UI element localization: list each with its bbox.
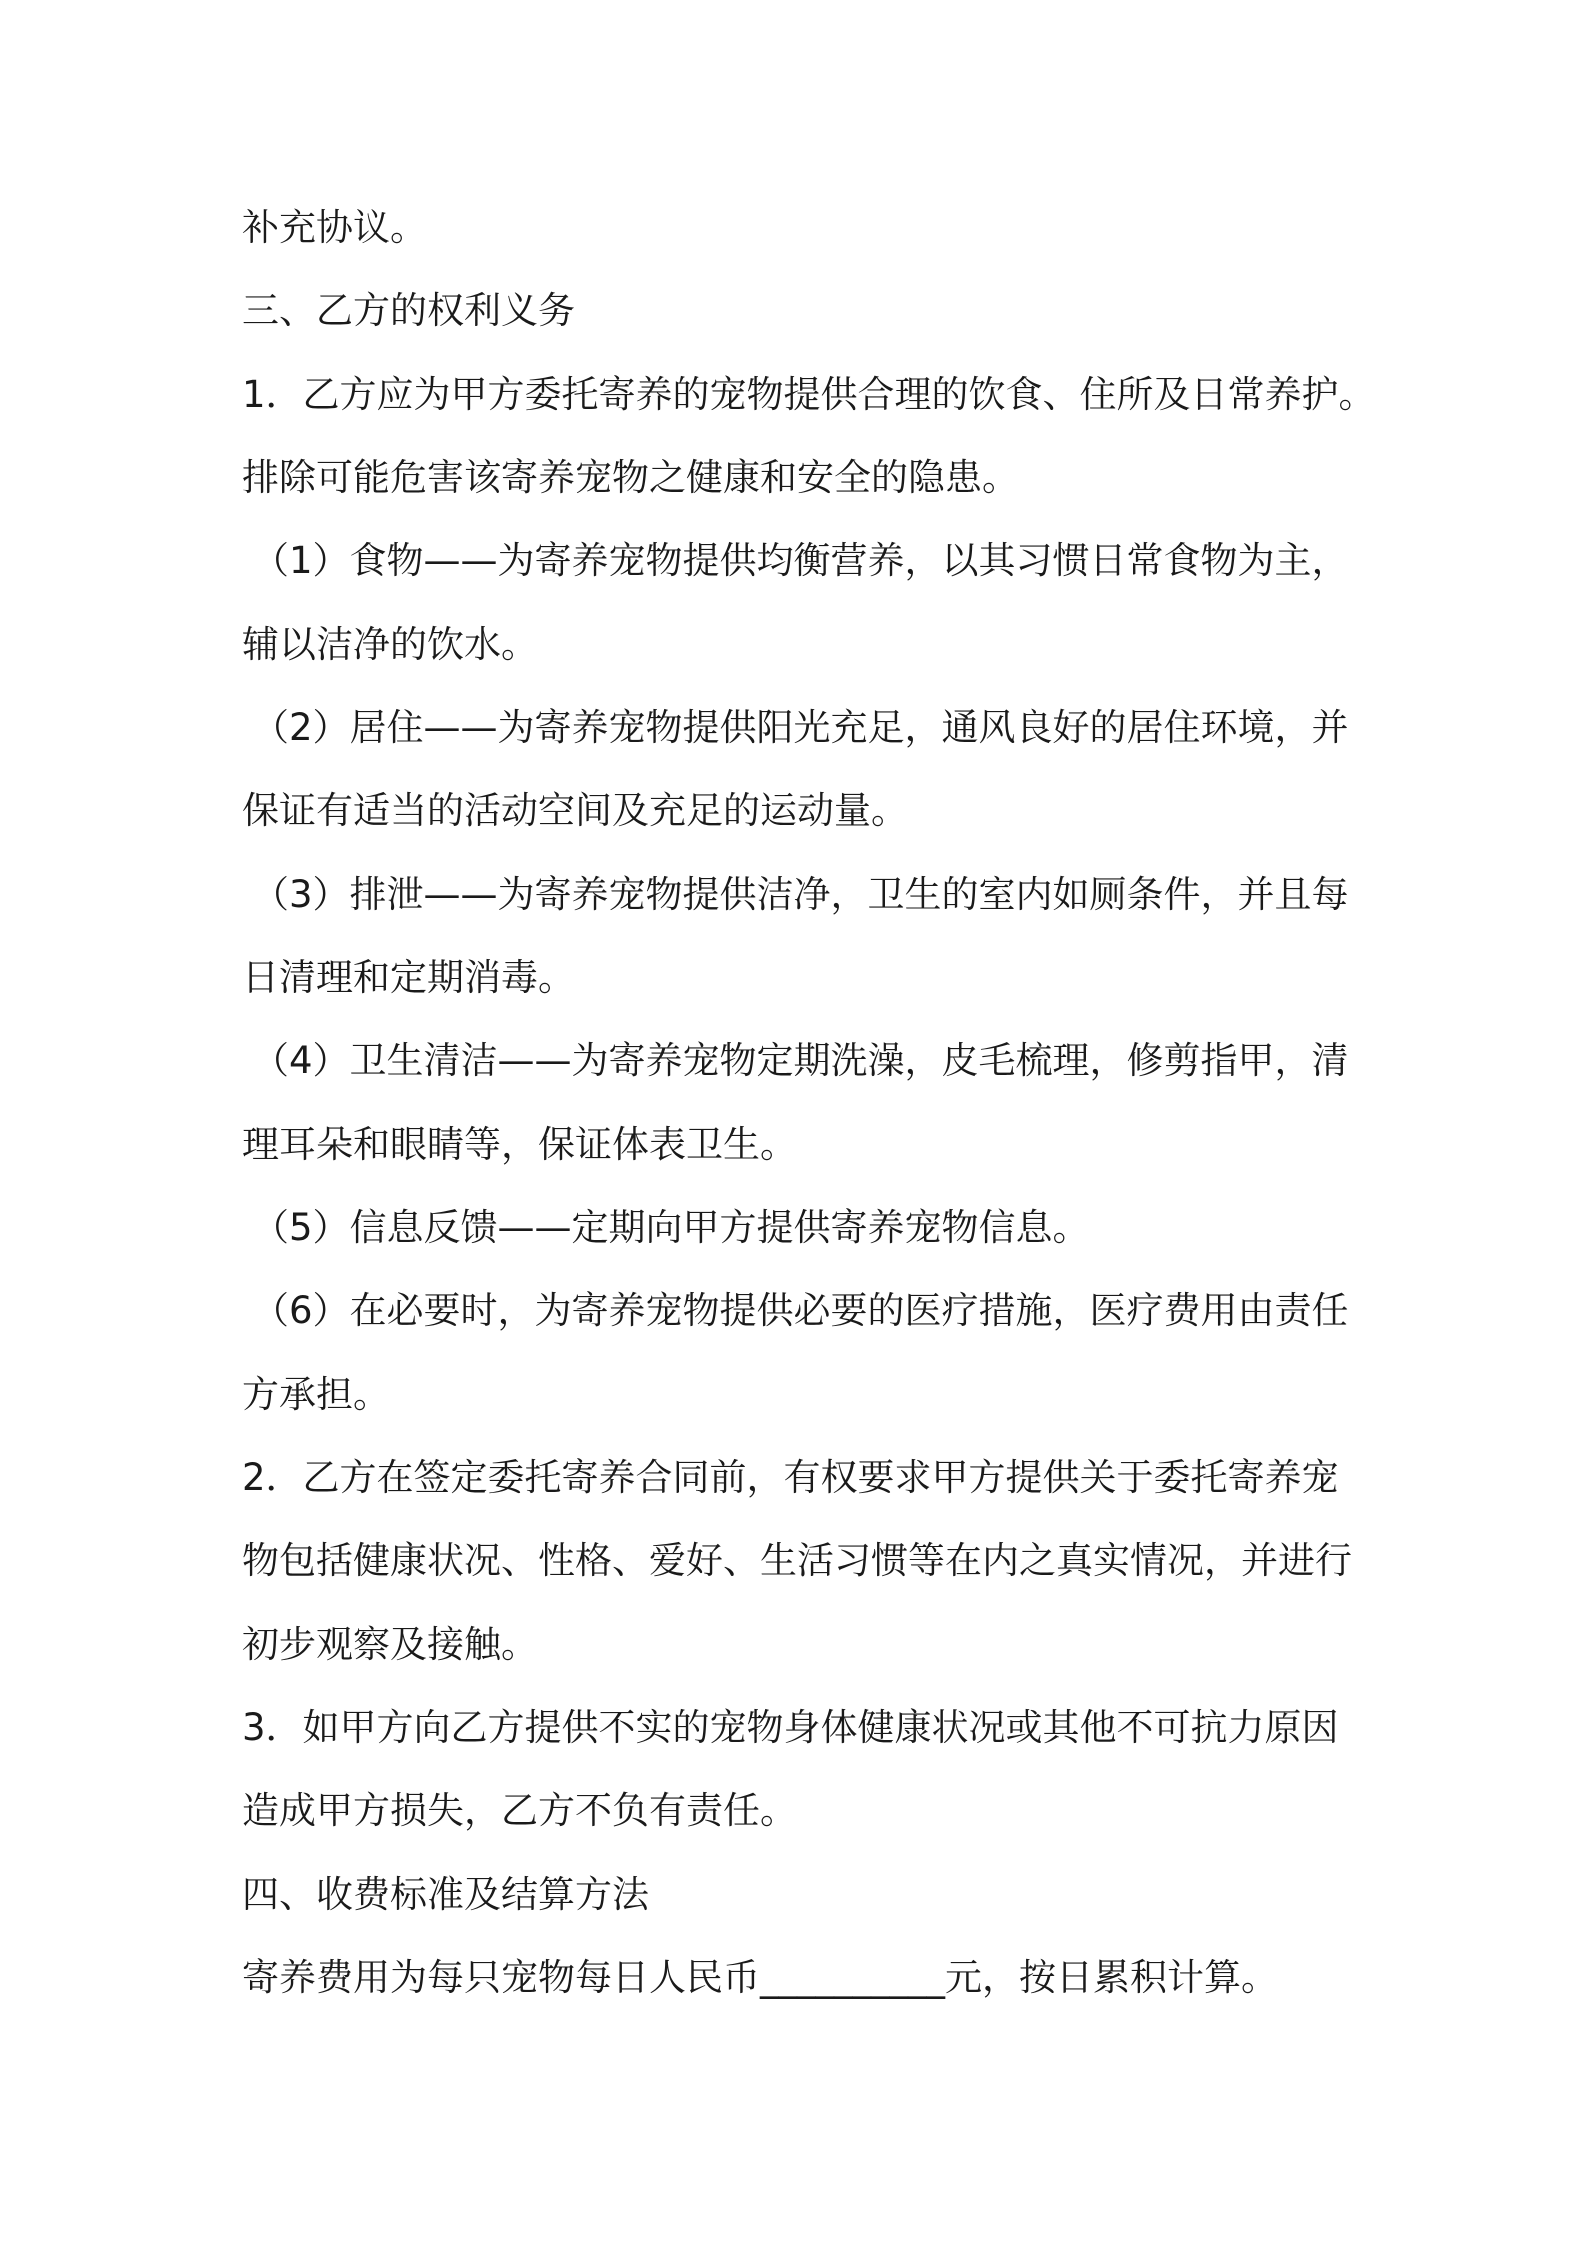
text-line: 理耳朵和眼睛等，保证体表卫生。 [242, 1123, 797, 1166]
text-line: 保证有适当的活动空间及充足的运动量。 [242, 789, 908, 832]
text-line: 2．乙方在签定委托寄养合同前，有权要求甲方提供关于委托寄养宠 [242, 1456, 1339, 1499]
section-heading: 三、乙方的权利义务 [242, 289, 575, 332]
text-line: 辅以洁净的饮水。 [242, 623, 538, 666]
text-line: 物包括健康状况、性格、爱好、生活习惯等在内之真实情况，并进行 [242, 1539, 1352, 1582]
list-item: （4）卫生清洁——为寄养宠物定期洗澡，皮毛梳理，修剪指甲，清 [252, 1039, 1349, 1082]
text-line: 日清理和定期消毒。 [242, 956, 575, 999]
text-line: 造成甲方损失，乙方不负有责任。 [242, 1789, 797, 1832]
text-line: 方承担。 [242, 1373, 390, 1416]
list-item: （3）排泄——为寄养宠物提供洁净，卫生的室内如厕条件，并且每 [252, 873, 1349, 916]
section-heading: 四、收费标准及结算方法 [242, 1873, 649, 1916]
text-line: 补充协议。 [242, 206, 427, 249]
text-line: 3．如甲方向乙方提供不实的宠物身体健康状况或其他不可抗力原因 [242, 1706, 1339, 1749]
text-line: 排除可能危害该寄养宠物之健康和安全的隐患。 [242, 456, 1019, 499]
text-line: 初步观察及接触。 [242, 1623, 538, 1666]
text-line: 寄养费用为每只宠物每日人民币__________元，按日累积计算。 [242, 1956, 1278, 1999]
list-item: （5）信息反馈——定期向甲方提供寄养宠物信息。 [252, 1206, 1090, 1249]
text-line: 1．乙方应为甲方委托寄养的宠物提供合理的饮食、住所及日常养护。 [242, 373, 1376, 416]
list-item: （2）居住——为寄养宠物提供阳光充足，通风良好的居住环境，并 [252, 706, 1349, 749]
list-item: （6）在必要时，为寄养宠物提供必要的医疗措施，医疗费用由责任 [252, 1289, 1349, 1332]
list-item: （1）食物——为寄养宠物提供均衡营养，以其习惯日常食物为主， [252, 539, 1349, 582]
